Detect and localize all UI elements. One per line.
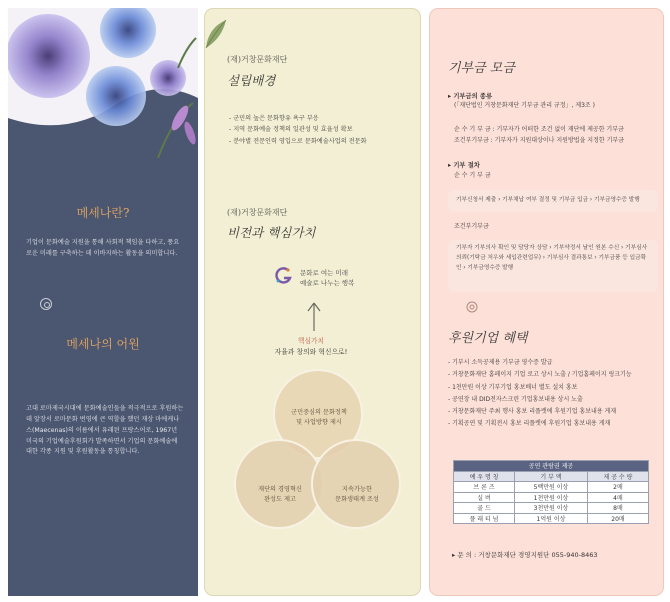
mecenat-origin-title: 메세나의 어원 [66, 337, 140, 351]
donation-types-label: ▸ 기부금의 종류 [448, 93, 493, 100]
list-item: - 지역 문화예술 정책의 일관성 및 효율성 확보 [229, 126, 353, 134]
core-values-venn-diagram [228, 362, 418, 562]
core-value-3: 지속가능한 문화생태계 조성 [335, 486, 379, 503]
list-item: - 군민의 높은 문화향유 욕구 부응 [229, 115, 319, 122]
org-name-2: (재)거창문화재단 [227, 208, 288, 217]
core-value-1: 군민중심의 문화정책 및 사업방향 제시 [291, 409, 347, 426]
list-item: 순 수 기 부 금 : 기부자가 어떠한 조건 없이 재단에 제공한 기부금 [454, 126, 624, 133]
table-header: 기 부 액 [515, 471, 588, 482]
inquiry-contact: ▸ 문 의 : 거창문화재단 경영지원단 055-940-8463 [452, 551, 598, 559]
donation-types-list [454, 125, 624, 147]
founding-background-list [229, 113, 367, 147]
list-item: - 분야별 전문인력 영입으로 문화예술사업의 전문화 [229, 137, 367, 145]
list-item: 조건부기부금 : 기부자가 지원대상이나 지원방법을 지정한 기부금 [454, 136, 624, 144]
mecenat-origin-description: 고대 로마제국시대에 문화예술인들을 적극적으로 후원하는 데 앞장서 로마문화 번영에 큰 역할을 했던 재상 마에케나스(Maecenas)의 이름에서 유래된 프랑스어로, 1967년 미국의 기업예술후원회가 발족하면서 기업의 문화예술에 대한 각종 지원 및 후원활동을 통칭합니다. [26, 405, 184, 456]
core-value-2: 재단의 경영혁신 완성도 제고 [258, 486, 302, 503]
cornflower-illustration [8, 8, 198, 158]
arrow-up-icon [307, 302, 321, 332]
slogan-line-1: 문화로 여는 미래 [300, 269, 349, 277]
leaf-decoration-icon [204, 16, 228, 50]
foundation-logo-icon [274, 266, 294, 286]
sponsor-benefits-title: 후원기업 혜택 [448, 331, 528, 346]
org-name: (재)거창문화재단 [227, 55, 288, 64]
table-header: 제 공 수 량 [587, 471, 648, 482]
table-row: 실 버 1천만원 이상 4매 [454, 492, 649, 503]
right-panel [429, 8, 664, 596]
slogan-line-2: 예술로 나누는 행복 [300, 279, 355, 288]
core-values-description: 자율과 창의와 혁신으로! [274, 348, 348, 356]
table-header: 예 우 명 칭 [454, 471, 515, 482]
list-item: - 공연장 내 DID전자스크린 기업홍보내용 상시 노출 [448, 395, 583, 403]
circle-mark-icon [40, 298, 52, 310]
list-item: - 기획공연 및 기획전시 홍보 리플렛에 후원기업 홍보내용 게재 [448, 420, 611, 428]
table-row: 플 래 티 넘 1억원 이상 20매 [454, 513, 649, 524]
mecenat-description: 기업이 문화예술 지원을 통해 사회적 책임을 다하고, 풍요로운 미래를 구축하는 데 이바지하는 활동을 의미합니다. [26, 239, 180, 257]
pure-donation-label: 순 수 기 부 금 [454, 172, 491, 179]
list-item: - 거창문화재단 주최 행사 홍보 리플렛에 후원기업 홍보내용 게재 [448, 408, 617, 416]
list-item: - 1천만원 이상 기부기업 홍보배너 별도 설치 홍보 [448, 383, 578, 391]
vision-slogan [300, 268, 354, 288]
conditional-donation-label: 조건부기부금 [454, 223, 489, 230]
list-item: - 기부시 소득공제용 기부금 영수증 발급 [448, 359, 553, 366]
core-values-label: 핵심가치 [297, 337, 325, 345]
table-caption: 공연 관람권 제공 [454, 461, 649, 472]
left-panel [8, 8, 198, 596]
mecenat-title: 메세나란? [76, 206, 130, 220]
donation-procedure-label: ▸ 기부 절차 [448, 162, 480, 169]
table-row: 브 론 즈 5백만원 이상 2매 [454, 482, 649, 493]
table-row: 골 드 3천만원 이상 8매 [454, 503, 649, 514]
pure-donation-steps: 기부신청서 제출 › 기부채납 여부 결정 및 기부금 입금 › 기부금영수증 발행 [448, 190, 658, 212]
vision-title: 비전과 핵심가치 [227, 225, 316, 240]
ticket-benefit-table [453, 460, 649, 524]
list-item: - 거창문화재단 홈페이지 기업 로고 상시 노출 / 기업홈페이지 링크기능 [448, 371, 632, 379]
donation-title: 기부금 모금 [448, 61, 515, 76]
founding-background-title: 설립배경 [227, 73, 276, 88]
circle-mark-icon [466, 301, 478, 313]
sponsor-benefits-list [448, 357, 632, 431]
conditional-donation-steps: 기부자 기부의사 확인 및 담당자 상담 › 기부약정서 날인 원본 수신 › 기부심사의뢰(기탁금 처우와 세입관련업무) › 기부심사 결과통보 › 기부금품 등 입금확인 › 기부금영수증 발행 [448, 240, 658, 292]
donation-types-reference: (「재단법인 거창문화재단 기부금 관리 규정」, 제3조 ) [454, 102, 595, 109]
